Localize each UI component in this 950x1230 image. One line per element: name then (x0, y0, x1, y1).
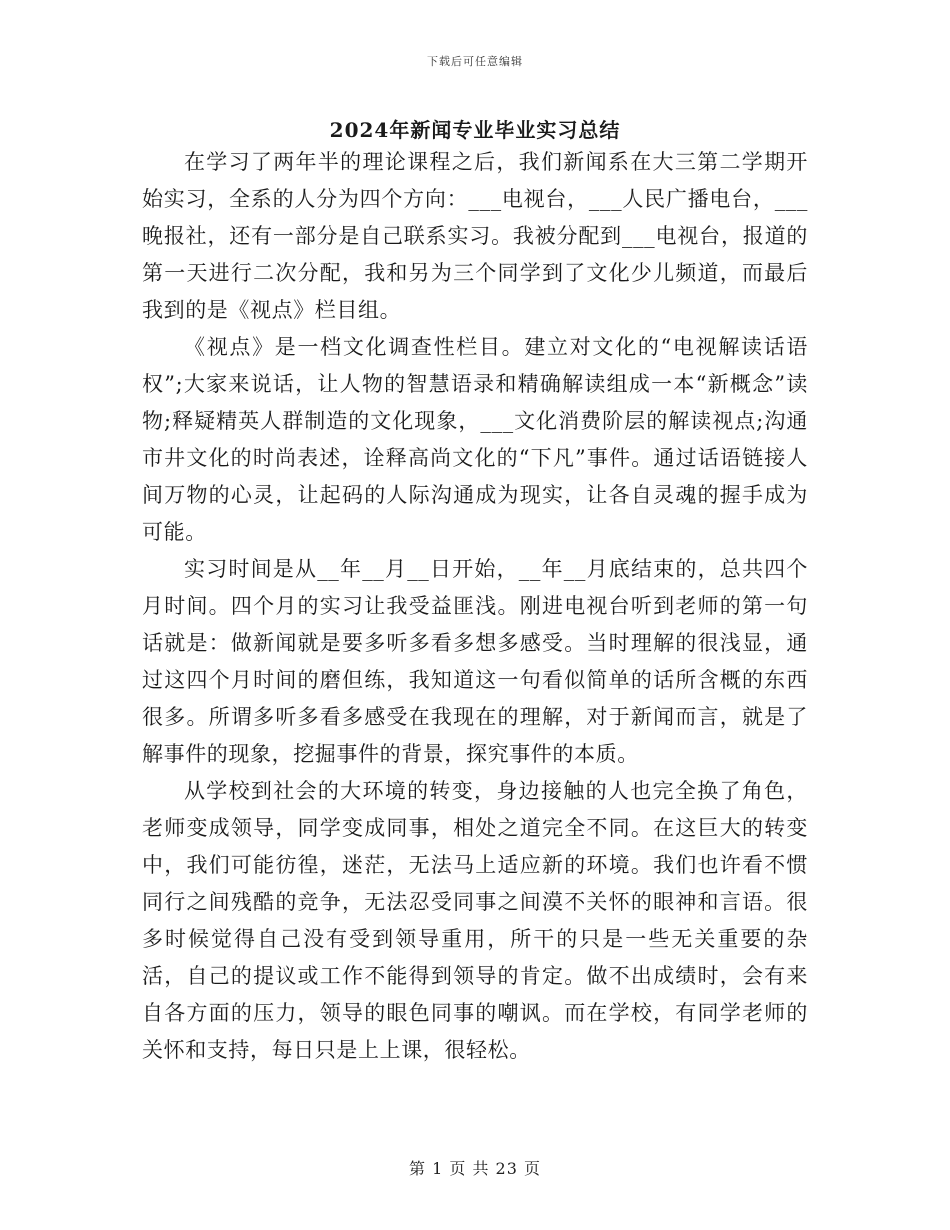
page-header-note: 下载后可任意编辑 (427, 55, 523, 68)
paragraph: 在学习了两年半的理论课程之后，我们新闻系在大三第二学期开始实习，全系的人分为四个方向：___电视台，___人民广播电台，___晚报社，还有一部分是自己联系实习。我被分配到___电视台，报道的第一天进行二次分配，我和另为三个同学到了文化少儿频道，而最后我到的是《视点》栏目组。 (142, 150, 808, 322)
paragraph: 从学校到社会的大环境的转变，身边接触的人也完全换了角色，老师变成领导，同学变成同事，相处之道完全不同。在这巨大的转变中，我们可能彷徨，迷茫，无法马上适应新的环境。我们也许看不惯同行之间残酷的竞争，无法忍受同事之间漠不关怀的眼神和言语。很多时候觉得自己没有受到领导重用，所干的只是一些无关重要的杂活，自己的提议或工作不能得到领导的肯定。做不出成绩时，会有来自各方面的压力，领导的眼色同事的嘲讽。而在学校，有同学老师的关怀和支持，每日只是上上课，很轻松。 (142, 779, 808, 1062)
paragraph: 实习时间是从__年__月__日开始，__年__月底结束的，总共四个月时间。四个月的实习让我受益匪浅。刚进电视台听到老师的第一句话就是：做新闻就是要多听多看多想多感受。当时理解的很浅显，通过这四个月时间的磨但练，我知道这一句看似简单的话所含概的东西很多。所谓多听多看多感受在我现在的理解，对于新闻而言，就是了解事件的现象，挖掘事件的背景，探究事件的本质。 (142, 557, 808, 766)
document-body (142, 144, 808, 1069)
paragraph: 《视点》是一档文化调查性栏目。建立对文化的“电视解读话语权”;大家来说话，让人物的智慧语录和精确解读组成一本“新概念”读物;释疑精英人群制造的文化现象，___文化消费阶层的解读视点;沟通市井文化的时尚表述，诠释高尚文化的“下凡”事件。通过话语链接人间万物的心灵，让起码的人际沟通成为现实，让各自灵魂的握手成为可能。 (142, 335, 808, 544)
page-number: 第 1 页 共 23 页 (409, 1159, 541, 1178)
document-title: 2024年新闻专业毕业实习总结 (329, 118, 621, 142)
